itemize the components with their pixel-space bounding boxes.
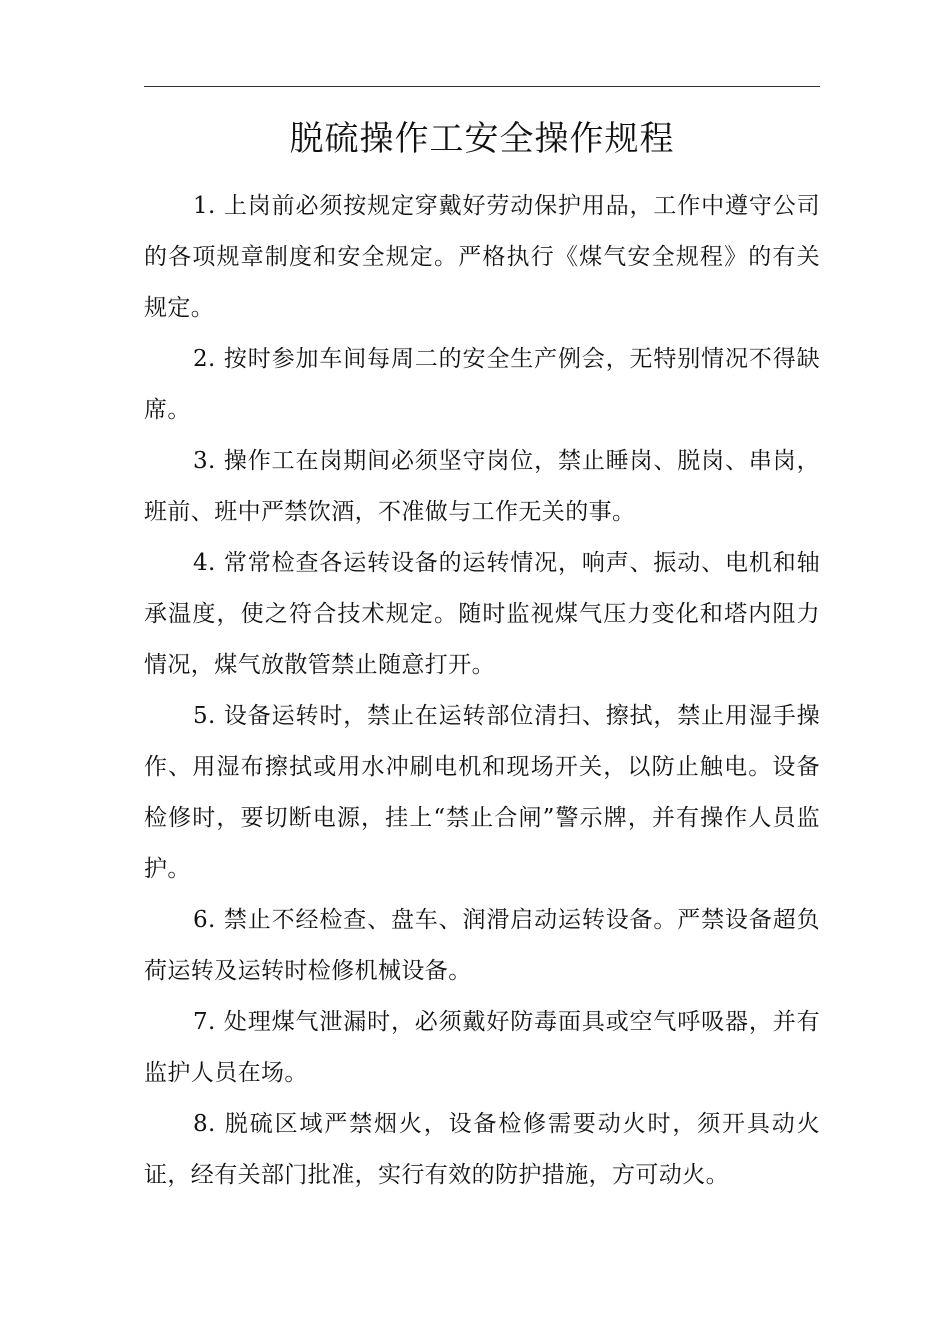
rule-paragraph-3: 3. 操作工在岗期间必须坚守岗位，禁止睡岗、脱岗、串岗，班前、班中严禁饮酒，不准做与工作无关的事。 xyxy=(144,448,820,525)
rule-paragraph-1: 1. 上岗前必须按规定穿戴好劳动保护用品，工作中遵守公司的各项规章制度和安全规定。严格执行《煤气安全规程》的有关规定。 xyxy=(144,193,820,321)
document-body xyxy=(144,181,820,1201)
rule-paragraph-7: 7. 处理煤气泄漏时，必须戴好防毒面具或空气呼吸器，并有监护人员在场。 xyxy=(144,1009,820,1086)
rule-paragraph-8: 8. 脱硫区域严禁烟火，设备检修需要动火时，须开具动火证，经有关部门批准，实行有效的防护措施，方可动火。 xyxy=(144,1111,820,1188)
rule-paragraph-4: 4. 常常检查各运转设备的运转情况，响声、振动、电机和轴承温度，使之符合技术规定。随时监视煤气压力变化和塔内阻力情况，煤气放散管禁止随意打开。 xyxy=(144,550,820,678)
rule-paragraph-5: 5. 设备运转时，禁止在运转部位清扫、擦拭，禁止用湿手操作、用湿布擦拭或用水冲刷电机和现场开关，以防止触电。设备检修时，要切断电源，挂上“禁止合闸”警示牌，并有操作人员监护。 xyxy=(144,703,820,882)
rule-paragraph-2: 2. 按时参加车间每周二的安全生产例会，无特别情况不得缺席。 xyxy=(144,346,820,423)
rule-paragraph-6: 6. 禁止不经检查、盘车、润滑启动运转设备。严禁设备超负荷运转及运转时检修机械设备。 xyxy=(144,907,820,984)
header-divider xyxy=(144,86,820,87)
document-title: 脱硫操作工安全操作规程 xyxy=(289,119,675,159)
